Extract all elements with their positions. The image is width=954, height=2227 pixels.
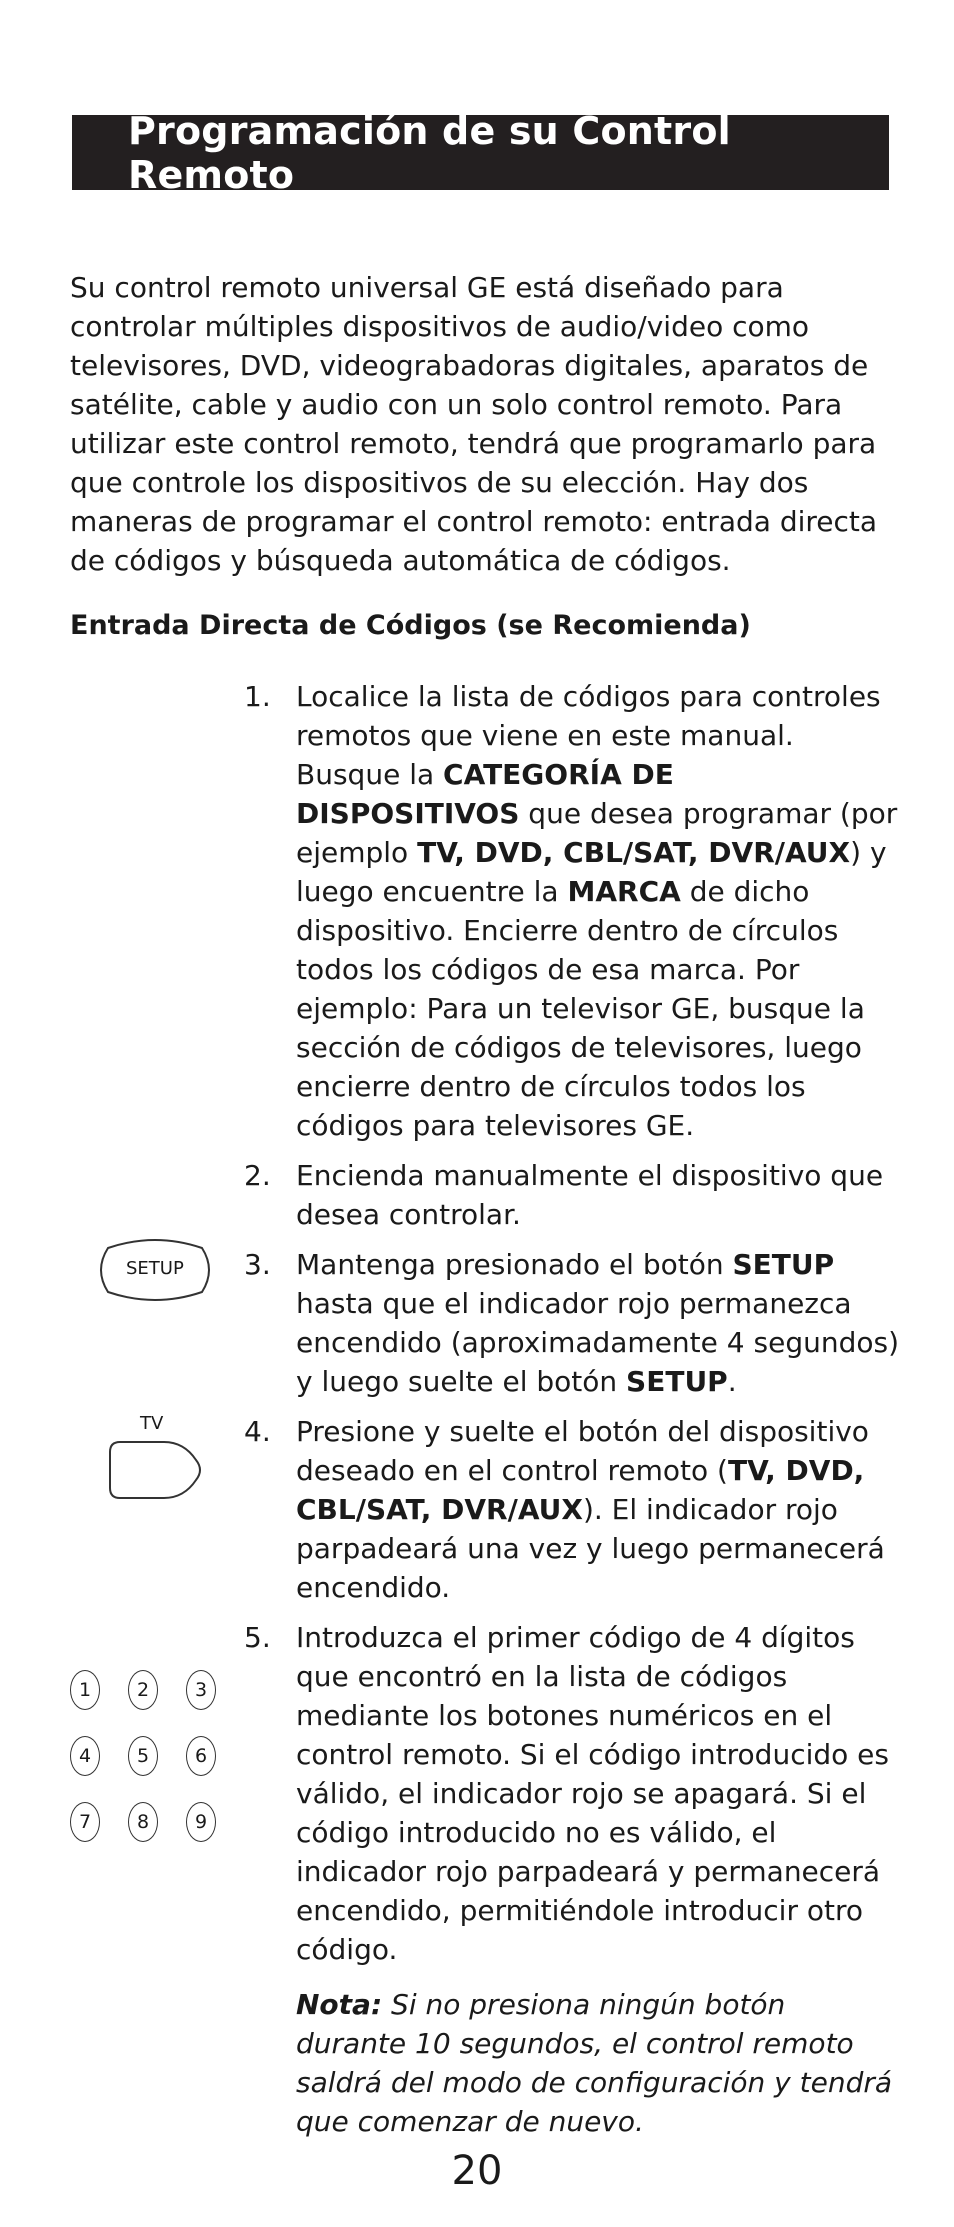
note <box>244 1985 904 2141</box>
keypad-digit: 9 <box>186 1802 216 1842</box>
keypad-digit: 3 <box>186 1670 216 1710</box>
step-number: 1. <box>244 680 271 713</box>
step-number: 2. <box>244 1159 271 1192</box>
keypad-digit: 2 <box>128 1670 158 1710</box>
step-1: 1. Localice la lista de códigos para controles remotos que viene en este manual. Busque la CATEGORÍA DE DISPOSITIVOS que desea programar (por ejemplo TV, DVD, CBL/SAT, DVR/AUX) y luego encuentre la MARCA de dicho dispositivo. Encierre dentro de círculos todos los códigos de esa marca. Por ejemplo: Para un televisor GE, busque la sección de códigos de televisores, luego encierre dentro de círculos todos los códigos para televisores GE. <box>244 677 904 1145</box>
step-number: 5. <box>244 1621 271 1654</box>
steps-list <box>244 677 904 2141</box>
section-header-bar <box>72 108 889 197</box>
step-2: 2. Encienda manualmente el dispositivo que desea controlar. <box>244 1156 904 1234</box>
tv-button-icon <box>106 1436 206 1504</box>
page-number: 20 <box>451 2148 503 2194</box>
step-5: 5. Introduzca el primer código de 4 dígitos que encontró en la lista de códigos mediante los botones numéricos en el control remoto. Si el código introducido es válido, el indicador rojo se apagará. Si el código introducido no es válido, el indicador rojo parpadeará y permanecerá encendido, permitiéndole introducir otro código. <box>244 1618 904 1969</box>
step-number: 4. <box>244 1415 271 1448</box>
step-4: 4. Presione y suelte el botón del dispositivo deseado en el control remoto (TV, DVD, CBL/SAT, DVR/AUX). El indicador rojo parpadeará una vez y luego permanecerá encendido. <box>244 1412 904 1607</box>
keypad-digit: 1 <box>70 1670 100 1710</box>
note-label: Nota: <box>296 1988 383 2021</box>
keypad-digit: 8 <box>128 1802 158 1842</box>
keypad-digit: 6 <box>186 1736 216 1776</box>
page-title: Programación de su Control Remoto <box>128 108 731 197</box>
intro-paragraph: Su control remoto universal GE está diseñado para controlar múltiples dispositivos de audio/video como televisores, DVD, videograbadoras digitales, aparatos de satélite, cable y audio con un solo control remoto. Para utilizar este control remoto, tendrá que programarlo para que controle los dispositivos de su elección. Hay dos maneras de programar el control remoto: entrada directa de códigos y búsqueda automática de códigos. <box>70 271 878 577</box>
keypad-digit: 5 <box>128 1736 158 1776</box>
tv-button-label: TV <box>140 1413 164 1434</box>
step-number: 3. <box>244 1248 271 1281</box>
note-text: Si no presiona ningún botón durante 10 segundos, el control remoto saldrá del modo de configuración y tendrá que comenzar de nuevo. <box>296 1988 893 2138</box>
keypad-digit: 7 <box>70 1802 100 1842</box>
numeric-keypad-icon <box>68 1664 232 1864</box>
step-3: 3. Mantenga presionado el botón SETUP hasta que el indicador rojo permanezca encendido (aproximadamente 4 segundos) y luego suelte el botón SETUP. <box>244 1245 904 1401</box>
section-title: Entrada Directa de Códigos (se Recomienda) <box>70 610 751 641</box>
keypad-digit: 4 <box>70 1736 100 1776</box>
setup-button-label: SETUP <box>126 1258 184 1279</box>
